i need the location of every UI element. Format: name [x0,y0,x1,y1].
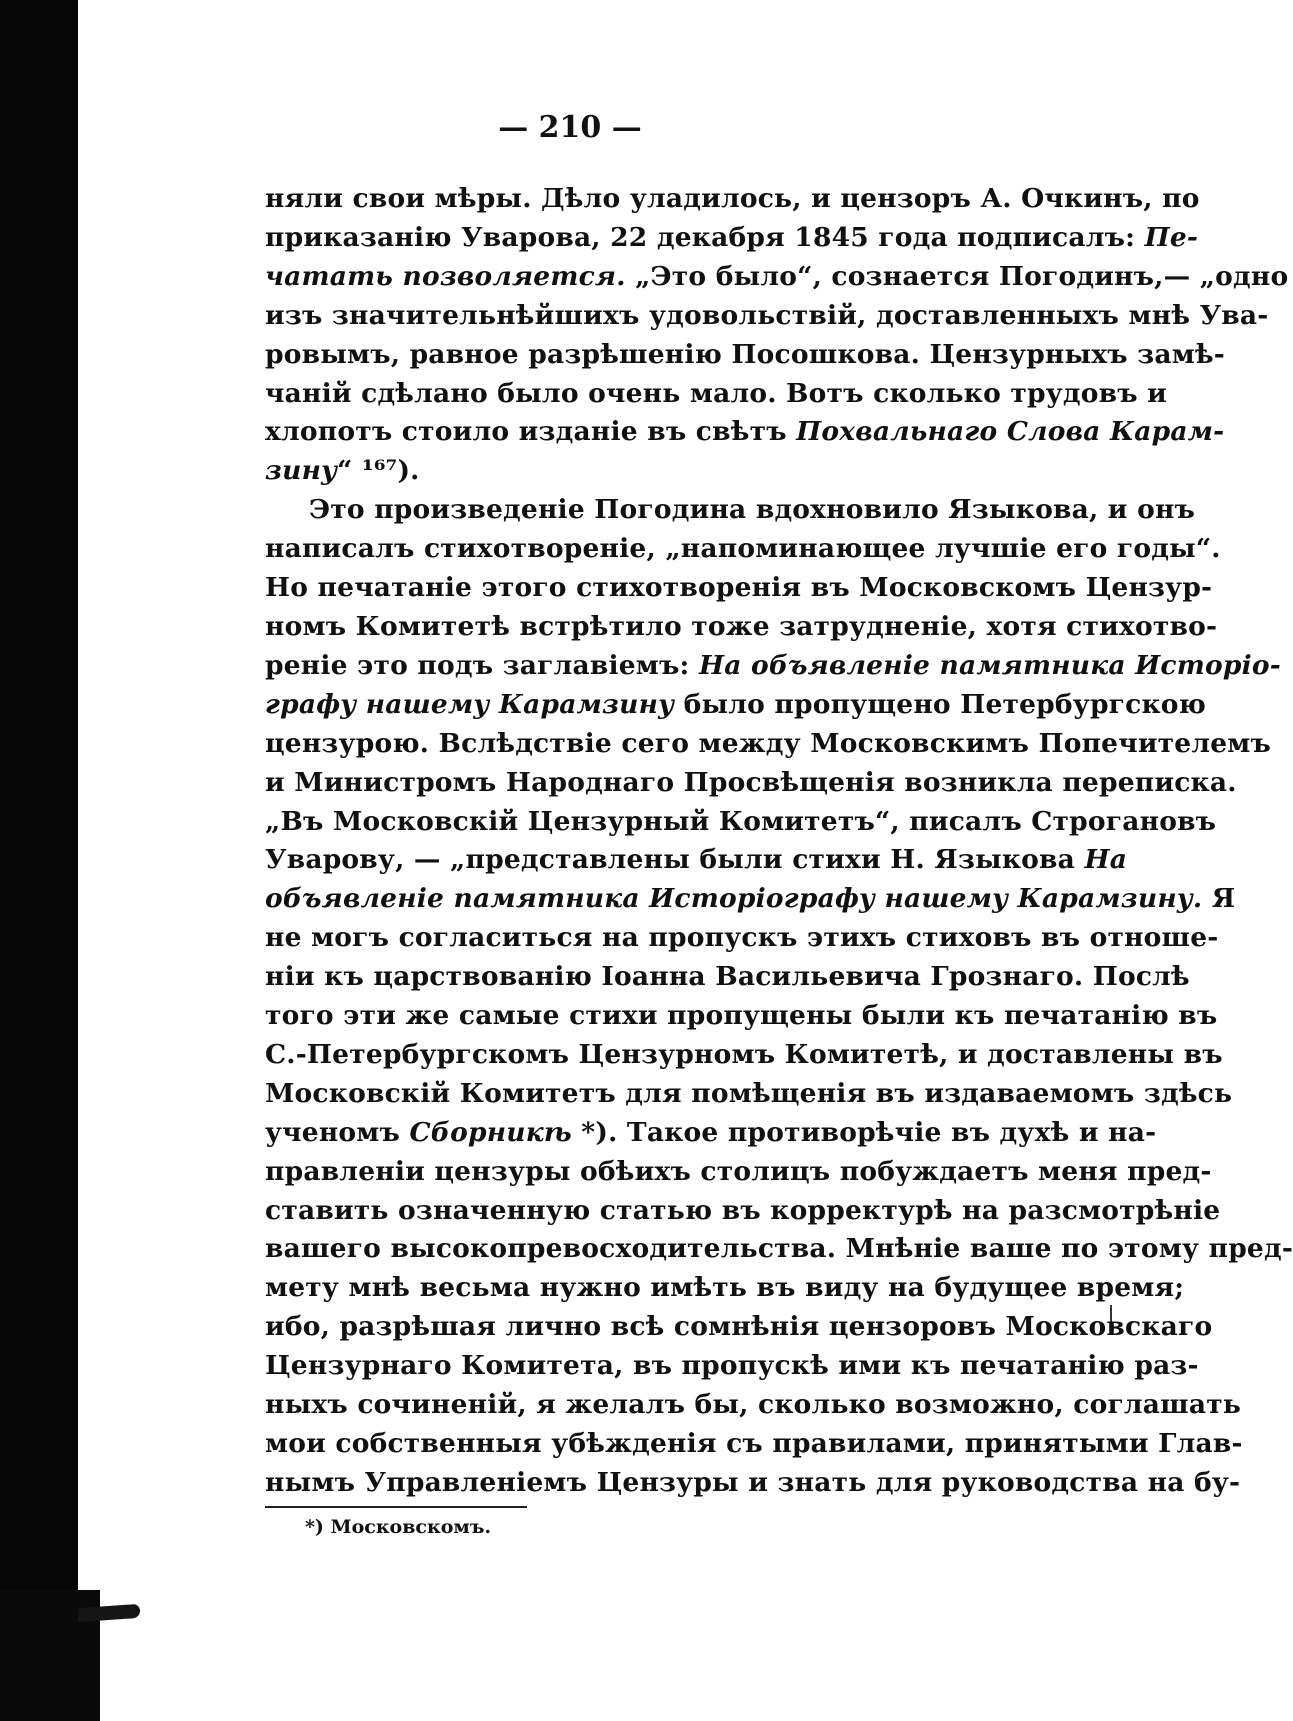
page-number: — 210 — [498,110,642,145]
text-line [265,1192,1221,1231]
text-segment: мету мнѣ весьма нужно имѣть въ виду на будущее время; [265,1272,1185,1304]
text-line [265,1308,1213,1347]
text-segment: *). Такое противорѣчіе въ духѣ и на- [571,1116,1157,1148]
text-segment: Цензурнаго Комитета, въ пропускѣ ими къ печатанію раз- [265,1350,1199,1382]
italic-text: графу нашему Карамзину [265,688,675,720]
text-line [265,1230,1293,1269]
text-line [265,647,1281,686]
text-segment: того эти же самые стихи пропущены были къ печатанію въ [265,1000,1218,1032]
italic-text: чатать позволяется. [265,260,626,292]
text-line [265,1075,1233,1114]
italic-text: Пе- [1144,221,1199,253]
text-line [265,1114,1157,1153]
text-segment: правленіи цензуры обѣихъ столицъ побуждаетъ меня пред- [265,1155,1212,1187]
text-line [265,219,1199,258]
text-segment: и Министромъ Народнаго Просвѣщенія возникла переписка. [265,766,1237,798]
text-line [265,1269,1185,1308]
text-segment: приказанію Уварова, 22 декабря 1845 года подписалъ: [265,221,1145,253]
italic-text: Похвальнаго Слова Карам- [796,416,1225,448]
text-line [265,803,1217,842]
text-segment: мои собственныя убѣжденія съ правилами, принятыми Глав- [265,1428,1243,1459]
text-line [265,764,1237,803]
text-line [265,1347,1199,1386]
text-line [265,1425,1243,1464]
text-line [265,880,1236,919]
text-line [265,452,1053,491]
text-line [265,336,1225,375]
scan-left-edge [0,0,78,1721]
text-segment: написалъ стихотвореніе, „напоминающее лучшіе его годы“. [265,533,1221,565]
text-line [265,1036,1223,1075]
italic-text: На [1084,844,1128,876]
text-segment: хлопотъ стоило изданіе въ свѣтъ [265,416,797,448]
text-line [265,297,1269,336]
text-segment: ніи къ царствованію Іоанна Васильевича Грознаго. Послѣ [265,961,1190,993]
text-line [265,997,1218,1036]
text-line [265,180,1200,219]
text-line [265,530,1221,569]
footnote-rule [265,1506,527,1508]
text-segment: ставить означенную статью въ корректурѣ на разсмотрѣніе [265,1194,1221,1226]
text-segment: „Въ Московскій Цензурный Комитетъ“, писалъ Строгановъ [265,805,1217,837]
text-line [265,569,1213,608]
text-line [265,375,1168,414]
text-line [265,958,1190,997]
text-line [265,725,1272,764]
text-segment: нымъ Управленіемъ Цензуры и знать для руководства на бу- [265,1466,1241,1498]
text-segment: ровымъ, равное разрѣшенію Посошкова. Цензурныхъ замѣ- [265,338,1225,370]
text-segment: „Это было“, сознается Погодинъ,— „одно [625,260,1289,292]
italic-text: На объявленіе памятника Исторіо- [698,649,1281,681]
text-segment: реніе это подъ заглавіемъ: [265,649,699,681]
text-segment: цензурою. Вслѣдствіе сего между Московскимъ Попечителемъ [265,727,1272,759]
text-line [265,841,1128,880]
text-line [265,413,1225,452]
text-line [265,608,1218,647]
text-segment: няли свои мѣры. Дѣло уладилось, и цензоръ А. Очкинъ, по [265,183,1200,214]
italic-text: Сборникѣ [409,1116,572,1148]
text-line [265,258,1289,297]
text-segment: Я [1202,883,1236,915]
text-segment: Но печатаніе этого стихотворенія въ Московскомъ Цензур- [265,572,1213,604]
text-segment: вашего высокопревосходительства. Мнѣніе ваше по этому пред- [265,1233,1293,1265]
text-segment: ныхъ сочиненій, я желалъ бы, сколько возможно, соглашать [265,1389,1242,1421]
text-segment: С.-Петербургскомъ Цензурномъ Комитетѣ, и доставлены въ [265,1038,1223,1070]
text-segment: “ ¹⁶⁷). [337,455,420,487]
scan-smear [78,1604,140,1622]
text-segment: Это произведеніе Погодина вдохновило Языкова, и онъ [309,494,1196,526]
text-line [265,919,1219,958]
italic-text: зину [265,455,338,487]
body-text [265,180,1293,1503]
text-segment: ибо, разрѣшая лично всѣ сомнѣнія цензоровъ Московскаго [265,1311,1213,1343]
text-segment: не могъ согласиться на пропускъ этихъ стиховъ въ отноше- [265,922,1219,954]
text-segment: Уварову, — „представлены были стихи Н. Языкова [265,844,1085,876]
text-segment: ученомъ [265,1116,410,1148]
footnote: *) Московскомъ. [305,1516,492,1538]
text-segment: изъ значительнѣйшихъ удовольствій, доставленныхъ мнѣ Ува- [265,299,1269,331]
text-segment: Московскій Комитетъ для помѣщенія въ издаваемомъ здѣсь [265,1077,1233,1109]
text-line [265,491,1196,530]
italic-text: объявленіе памятника Исторіографу нашему Карамзину. [265,883,1203,915]
text-line [265,1464,1241,1503]
text-segment: было пропущено Петербургскою [674,688,1207,720]
text-segment: номъ Комитетѣ встрѣтило тоже затрудненіе, хотя стихотво- [265,610,1218,642]
text-line [265,686,1207,725]
text-segment: чаній сдѣлано было очень мало. Вотъ сколько трудовъ и [265,377,1168,409]
text-line [265,1386,1242,1425]
text-line [265,1153,1212,1192]
